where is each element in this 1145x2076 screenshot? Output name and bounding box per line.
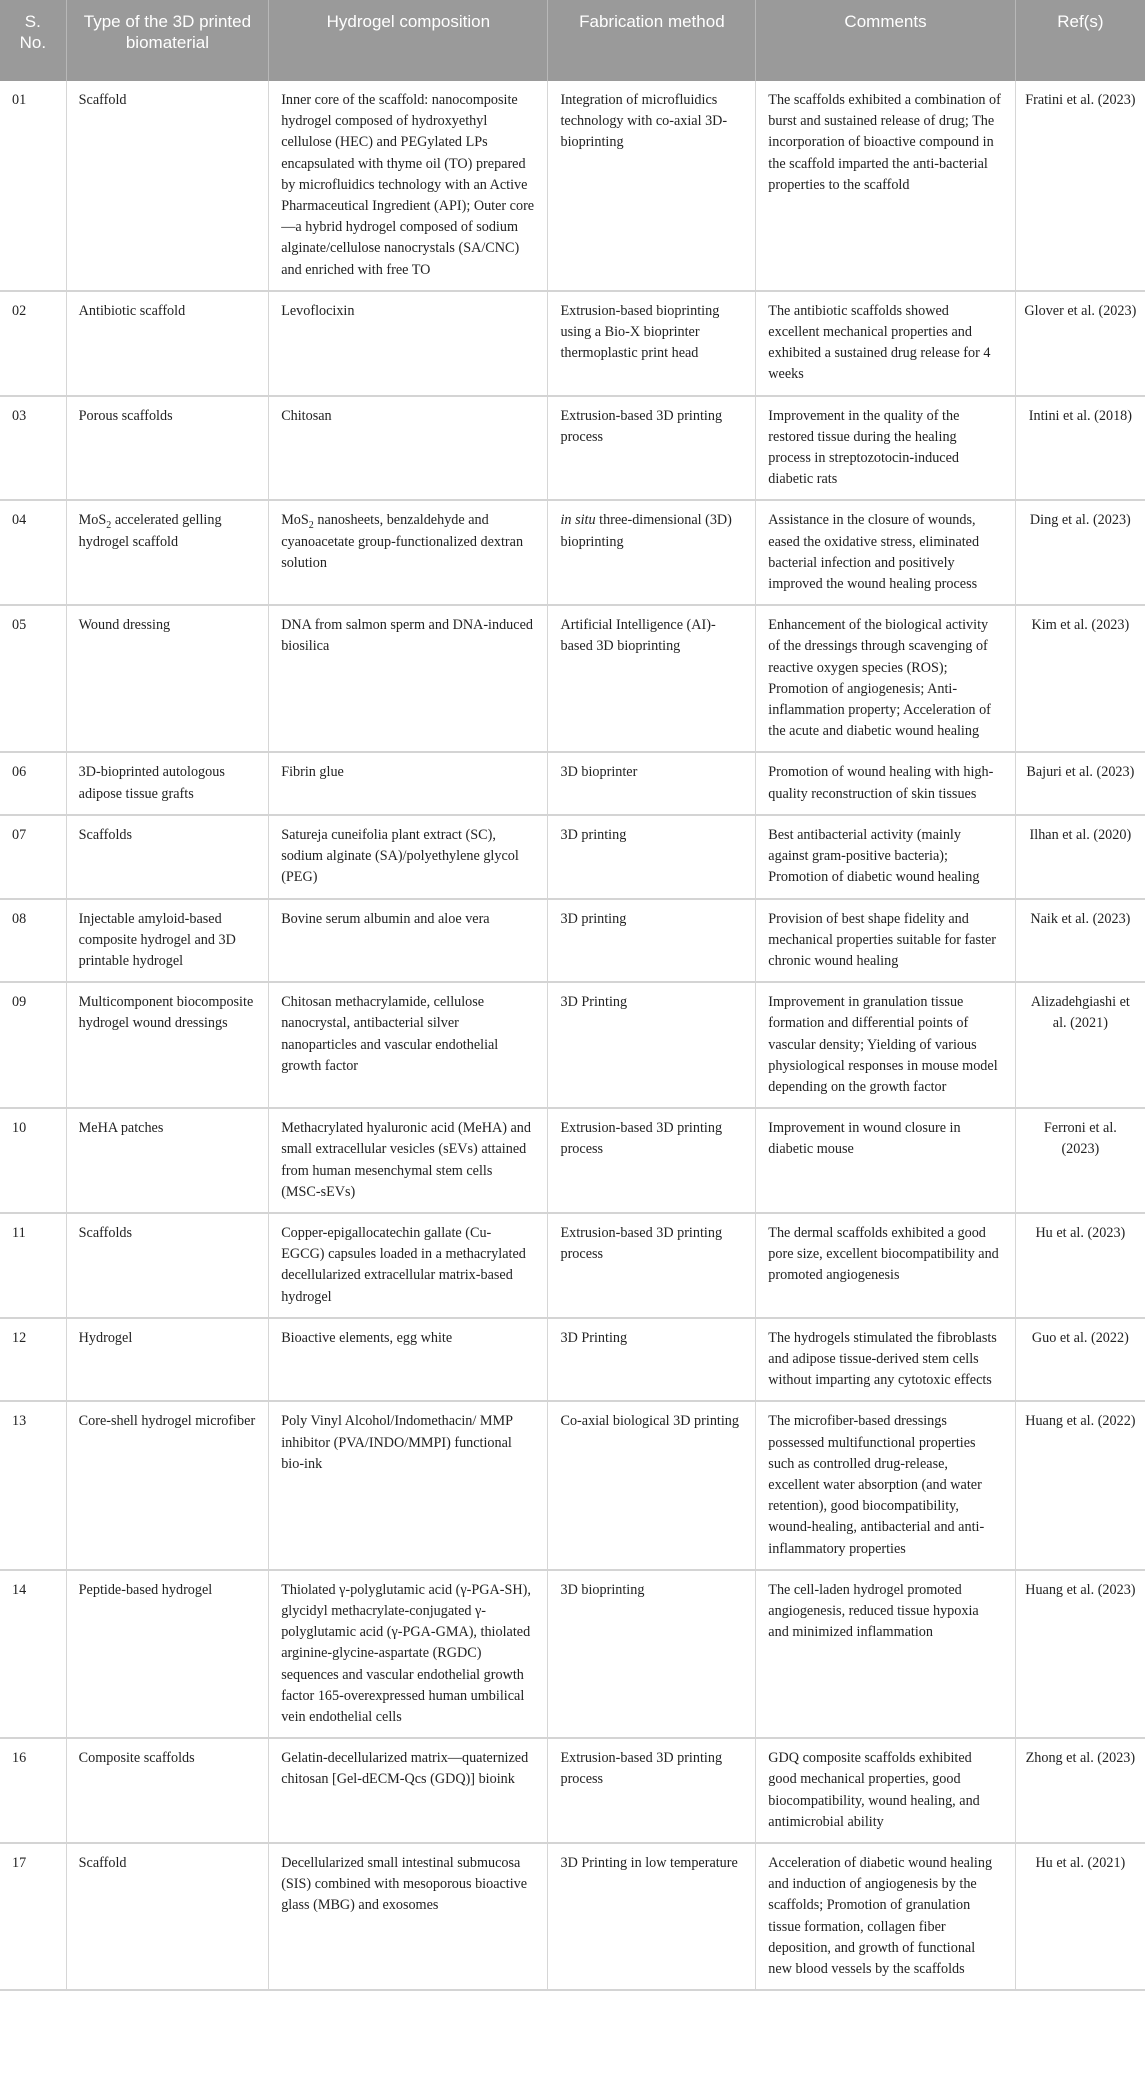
cell-sno: 14 (0, 1570, 66, 1738)
cell-sno: 04 (0, 500, 66, 605)
header-comments: Comments (756, 0, 1015, 81)
cell-refs: Ferroni et al. (2023) (1015, 1108, 1145, 1213)
table-row (0, 1738, 1145, 1843)
cell-refs: Intini et al. (2018) (1015, 396, 1145, 501)
cell-type: Core-shell hydrogel microfiber (66, 1401, 269, 1569)
cell-comments: The hydrogels stimulated the fibroblasts and adipose tissue-derived stem cells without imparting any cytotoxic effects (756, 1318, 1015, 1402)
cell-composition: Fibrin glue (269, 752, 548, 814)
cell-refs: Bajuri et al. (2023) (1015, 752, 1145, 814)
cell-refs: Naik et al. (2023) (1015, 899, 1145, 983)
cell-sno: 05 (0, 605, 66, 752)
cell-method: Extrusion-based 3D printing process (548, 1213, 756, 1318)
method-text-rest: three-dimensional (3D) bioprinting (560, 512, 732, 550)
table-row (0, 396, 1145, 501)
cell-composition: Copper-epigallocatechin gallate (Cu-EGCG) capsules loaded in a methacrylated decellularized extracellular matrix-based hydrogel (269, 1213, 548, 1318)
type-subscript: 2 (106, 520, 112, 532)
header-refs: Ref(s) (1015, 0, 1145, 81)
cell-sno: 02 (0, 291, 66, 396)
table-row (0, 291, 1145, 396)
cell-composition: Bovine serum albumin and aloe vera (269, 899, 548, 983)
cell-sno: 09 (0, 982, 66, 1108)
cell-refs: Kim et al. (2023) (1015, 605, 1145, 752)
cell-type (66, 500, 269, 605)
cell-sno: 06 (0, 752, 66, 814)
table-row (0, 1570, 1145, 1738)
cell-type: 3D-bioprinted autologous adipose tissue grafts (66, 752, 269, 814)
cell-type: Scaffold (66, 81, 269, 291)
table-row (0, 1108, 1145, 1213)
cell-method: Extrusion-based bioprinting using a Bio-X bioprinter thermoplastic print head (548, 291, 756, 396)
cell-type: Antibiotic scaffold (66, 291, 269, 396)
cell-type: Porous scaffolds (66, 396, 269, 501)
cell-sno: 17 (0, 1843, 66, 1990)
cell-sno: 07 (0, 815, 66, 899)
cell-method (548, 500, 756, 605)
cell-type: Scaffolds (66, 815, 269, 899)
cell-refs: Ding et al. (2023) (1015, 500, 1145, 605)
cell-comments: Acceleration of diabetic wound healing and induction of angiogenesis by the scaffolds; Promotion of granulation tissue formation, collagen fiber deposition, and growth of functional new blood vessels by the scaffolds (756, 1843, 1015, 1990)
type-text-rest: accelerated gelling hydrogel scaffold (78, 512, 222, 550)
method-italic-text: in situ (560, 512, 596, 529)
header-method: Fabrication method (548, 0, 756, 81)
cell-comments: Improvement in wound closure in diabetic mouse (756, 1108, 1015, 1213)
cell-composition: Chitosan methacrylamide, cellulose nanocrystal, antibacterial silver nanoparticles and vascular endothelial growth factor (269, 982, 548, 1108)
cell-refs: Hu et al. (2021) (1015, 1843, 1145, 1990)
cell-type: Multicomponent biocomposite hydrogel wound dressings (66, 982, 269, 1108)
cell-method: Extrusion-based 3D printing process (548, 1738, 756, 1843)
cell-method: 3D Printing (548, 1318, 756, 1402)
cell-composition: Methacrylated hyaluronic acid (MeHA) and small extracellular vesicles (sEVs) attained from human mesenchymal stem cells (MSC-sEVs) (269, 1108, 548, 1213)
table-row (0, 752, 1145, 814)
cell-comments: The dermal scaffolds exhibited a good pore size, excellent biocompatibility and promoted angiogenesis (756, 1213, 1015, 1318)
cell-sno: 10 (0, 1108, 66, 1213)
table-row (0, 500, 1145, 605)
cell-composition: Decellularized small intestinal submucosa (SIS) combined with mesoporous bioactive glass (MBG) and exosomes (269, 1843, 548, 1990)
cell-composition: Thiolated γ-polyglutamic acid (γ-PGA-SH), glycidyl methacrylate-conjugated γ-polyglutamic acid (γ-PGA-GMA), thiolated arginine-glycine-aspartate (RGDC) sequences and vascular endothelial growth factor 165-overexpressed human umbilical vein endothelial cells (269, 1570, 548, 1738)
cell-refs: Huang et al. (2023) (1015, 1570, 1145, 1738)
cell-sno: 11 (0, 1213, 66, 1318)
table-row (0, 1401, 1145, 1569)
cell-sno: 01 (0, 81, 66, 291)
table-row (0, 815, 1145, 899)
cell-type: Scaffold (66, 1843, 269, 1990)
cell-method: Integration of microfluidics technology with co-axial 3D-bioprinting (548, 81, 756, 291)
cell-composition: Chitosan (269, 396, 548, 501)
table-header (0, 0, 1145, 81)
header-type: Type of the 3D printed biomaterial (66, 0, 269, 81)
cell-refs: Hu et al. (2023) (1015, 1213, 1145, 1318)
cell-sno: 16 (0, 1738, 66, 1843)
cell-method: 3D bioprinting (548, 1570, 756, 1738)
cell-composition: Inner core of the scaffold: nanocomposite hydrogel composed of hydroxyethyl cellulose (HEC) and PEGylated LPs encapsulated with thyme oil (TO) prepared by microfluidics technology with an Active Pharmaceutical Ingredient (API); Outer core—a hybrid hydrogel composed of sodium alginate/cellulose nanocrystals (SA/CNC) and enriched with free TO (269, 81, 548, 291)
cell-comments: Improvement in the quality of the restored tissue during the healing process in streptozotocin-induced diabetic rats (756, 396, 1015, 501)
cell-type: Scaffolds (66, 1213, 269, 1318)
cell-sno: 13 (0, 1401, 66, 1569)
cell-refs: Fratini et al. (2023) (1015, 81, 1145, 291)
cell-refs: Alizadehgiashi et al. (2021) (1015, 982, 1145, 1108)
cell-composition (269, 500, 548, 605)
table-row (0, 982, 1145, 1108)
cell-composition: Poly Vinyl Alcohol/Indomethacin/ MMP inhibitor (PVA/INDO/MMPI) functional bio-ink (269, 1401, 548, 1569)
cell-refs: Ilhan et al. (2020) (1015, 815, 1145, 899)
cell-composition: Satureja cuneifolia plant extract (SC), sodium alginate (SA)/polyethylene glycol (PEG) (269, 815, 548, 899)
table-body (0, 81, 1145, 1990)
header-sno: S. No. (0, 0, 66, 81)
cell-comments: The antibiotic scaffolds showed excellent mechanical properties and exhibited a sustained drug release for 4 weeks (756, 291, 1015, 396)
cell-type: Wound dressing (66, 605, 269, 752)
cell-composition: DNA from salmon sperm and DNA-induced biosilica (269, 605, 548, 752)
cell-method: 3D Printing (548, 982, 756, 1108)
cell-type: Hydrogel (66, 1318, 269, 1402)
cell-method: Artificial Intelligence (AI)-based 3D bioprinting (548, 605, 756, 752)
cell-method: Extrusion-based 3D printing process (548, 396, 756, 501)
table-row (0, 1843, 1145, 1990)
cell-comments: Enhancement of the biological activity of the dressings through scavenging of reactive oxygen species (ROS); Promotion of angiogenesis; Anti-inflammation property; Acceleration of the acute and diabetic wound healing (756, 605, 1015, 752)
cell-comments: GDQ composite scaffolds exhibited good mechanical properties, good biocompatibility, wound healing, and antimicrobial ability (756, 1738, 1015, 1843)
table-row (0, 1318, 1145, 1402)
cell-type: Composite scaffolds (66, 1738, 269, 1843)
cell-type: Injectable amyloid-based composite hydrogel and 3D printable hydrogel (66, 899, 269, 983)
cell-method: 3D printing (548, 815, 756, 899)
cell-comments: Assistance in the closure of wounds, eased the oxidative stress, eliminated bacterial infection and positively improved the wound healing process (756, 500, 1015, 605)
cell-comments: Best antibacterial activity (mainly against gram-positive bacteria); Promotion of diabetic wound healing (756, 815, 1015, 899)
cell-method: 3D Printing in low temperature (548, 1843, 756, 1990)
header-composition: Hydrogel composition (269, 0, 548, 81)
table-row (0, 81, 1145, 291)
cell-comments: Improvement in granulation tissue formation and differential points of vascular density; Yielding of various physiological responses in mouse model depending on the growth factor (756, 982, 1015, 1108)
cell-sno: 08 (0, 899, 66, 983)
cell-type: Peptide-based hydrogel (66, 1570, 269, 1738)
cell-composition: Levoflocixin (269, 291, 548, 396)
cell-refs: Zhong et al. (2023) (1015, 1738, 1145, 1843)
table-row (0, 1213, 1145, 1318)
cell-method: 3D printing (548, 899, 756, 983)
cell-comments: The scaffolds exhibited a combination of burst and sustained release of drug; The incorporation of bioactive compound in the scaffold imparted the anti-bacterial properties to the scaffold (756, 81, 1015, 291)
cell-refs: Glover et al. (2023) (1015, 291, 1145, 396)
cell-sno: 03 (0, 396, 66, 501)
type-text: MoS (78, 512, 107, 529)
cell-refs: Guo et al. (2022) (1015, 1318, 1145, 1402)
cell-refs: Huang et al. (2022) (1015, 1401, 1145, 1569)
cell-method: Co-axial biological 3D printing (548, 1401, 756, 1569)
cell-comments: The microfiber-based dressings possessed multifunctional properties such as controlled drug-release, excellent water absorption (and water retention), good biocompatibility, wound-healing, antibacterial and anti-inflammatory properties (756, 1401, 1015, 1569)
cell-comments: Provision of best shape fidelity and mechanical properties suitable for faster chronic wound healing (756, 899, 1015, 983)
cell-comments: The cell-laden hydrogel promoted angiogenesis, reduced tissue hypoxia and minimized inflammation (756, 1570, 1015, 1738)
table-row (0, 605, 1145, 752)
table-row (0, 899, 1145, 983)
cell-composition: Gelatin-decellularized matrix—quaternized chitosan [Gel-dECM-Qcs (GDQ)] bioink (269, 1738, 548, 1843)
cell-composition: Bioactive elements, egg white (269, 1318, 548, 1402)
cell-type: MeHA patches (66, 1108, 269, 1213)
composition-text: MoS (281, 512, 309, 529)
cell-method: Extrusion-based 3D printing process (548, 1108, 756, 1213)
composition-text-rest: nanosheets, benzaldehyde and cyanoacetate group-functionalized dextran solution (281, 512, 524, 571)
header-row (0, 0, 1145, 81)
cell-comments: Promotion of wound healing with high-quality reconstruction of skin tissues (756, 752, 1015, 814)
composition-subscript: 2 (308, 520, 314, 532)
cell-method: 3D bioprinter (548, 752, 756, 814)
cell-sno: 12 (0, 1318, 66, 1402)
